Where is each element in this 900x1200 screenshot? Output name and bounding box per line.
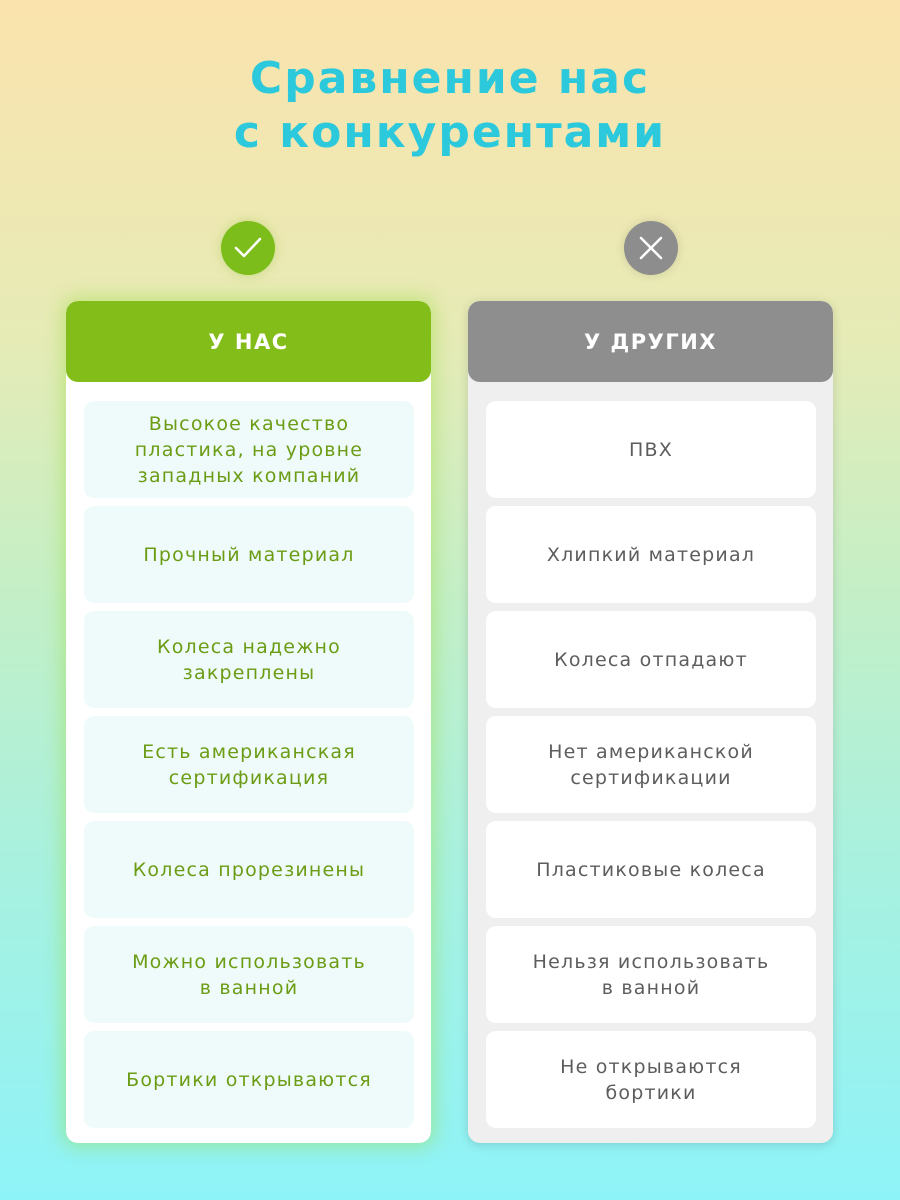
our-feature-text: Высокое качество пластика, на уровне западных компаний [134,412,364,487]
our-feature-text: Колеса надежно закреплены [157,635,341,684]
our-feature-text: Колеса прорезинены [132,858,366,881]
competitor-feature-text: Не открываются бортики [560,1055,742,1104]
our-feature-text: Есть американская сертификация [142,740,356,789]
competitor-feature-item [486,716,816,813]
our-feature-item [84,1031,414,1128]
competitor-features-header: У ДРУГИХ [468,301,833,382]
competitor-feature-item [486,821,816,918]
our-feature-text: Можно использовать в ванной [132,950,366,999]
our-feature-item [84,506,414,603]
competitor-feature-item [486,926,816,1023]
our-features-list [84,401,414,1136]
competitor-feature-item [486,506,816,603]
our-feature-item [84,611,414,708]
title-line-1: Сравнение нас [249,53,651,104]
page-title [0,52,900,160]
check-icon [221,221,275,275]
our-feature-item [84,716,414,813]
our-feature-text: Бортики открываются [126,1068,372,1091]
competitor-features-list [486,401,816,1136]
competitor-features-panel [468,301,833,1143]
competitor-feature-item [486,401,816,498]
competitor-feature-text: Нет американской сертификации [548,740,754,789]
our-feature-text: Прочный материал [143,543,355,566]
competitor-feature-text: Нельзя использовать в ванной [532,950,770,999]
our-feature-item [84,926,414,1023]
competitor-feature-text: Колеса отпадают [554,648,748,671]
competitor-feature-text: ПВХ [629,438,673,461]
our-features-panel [66,301,431,1143]
our-feature-item [84,821,414,918]
x-icon [624,221,678,275]
competitor-feature-text: Хлипкий материал [546,543,756,566]
our-feature-item [84,401,414,498]
title-line-2: с конкурентами [233,107,667,158]
competitor-feature-item [486,1031,816,1128]
competitor-feature-item [486,611,816,708]
our-features-header: У НАС [66,301,431,382]
competitor-feature-text: Пластиковые колеса [536,858,766,881]
